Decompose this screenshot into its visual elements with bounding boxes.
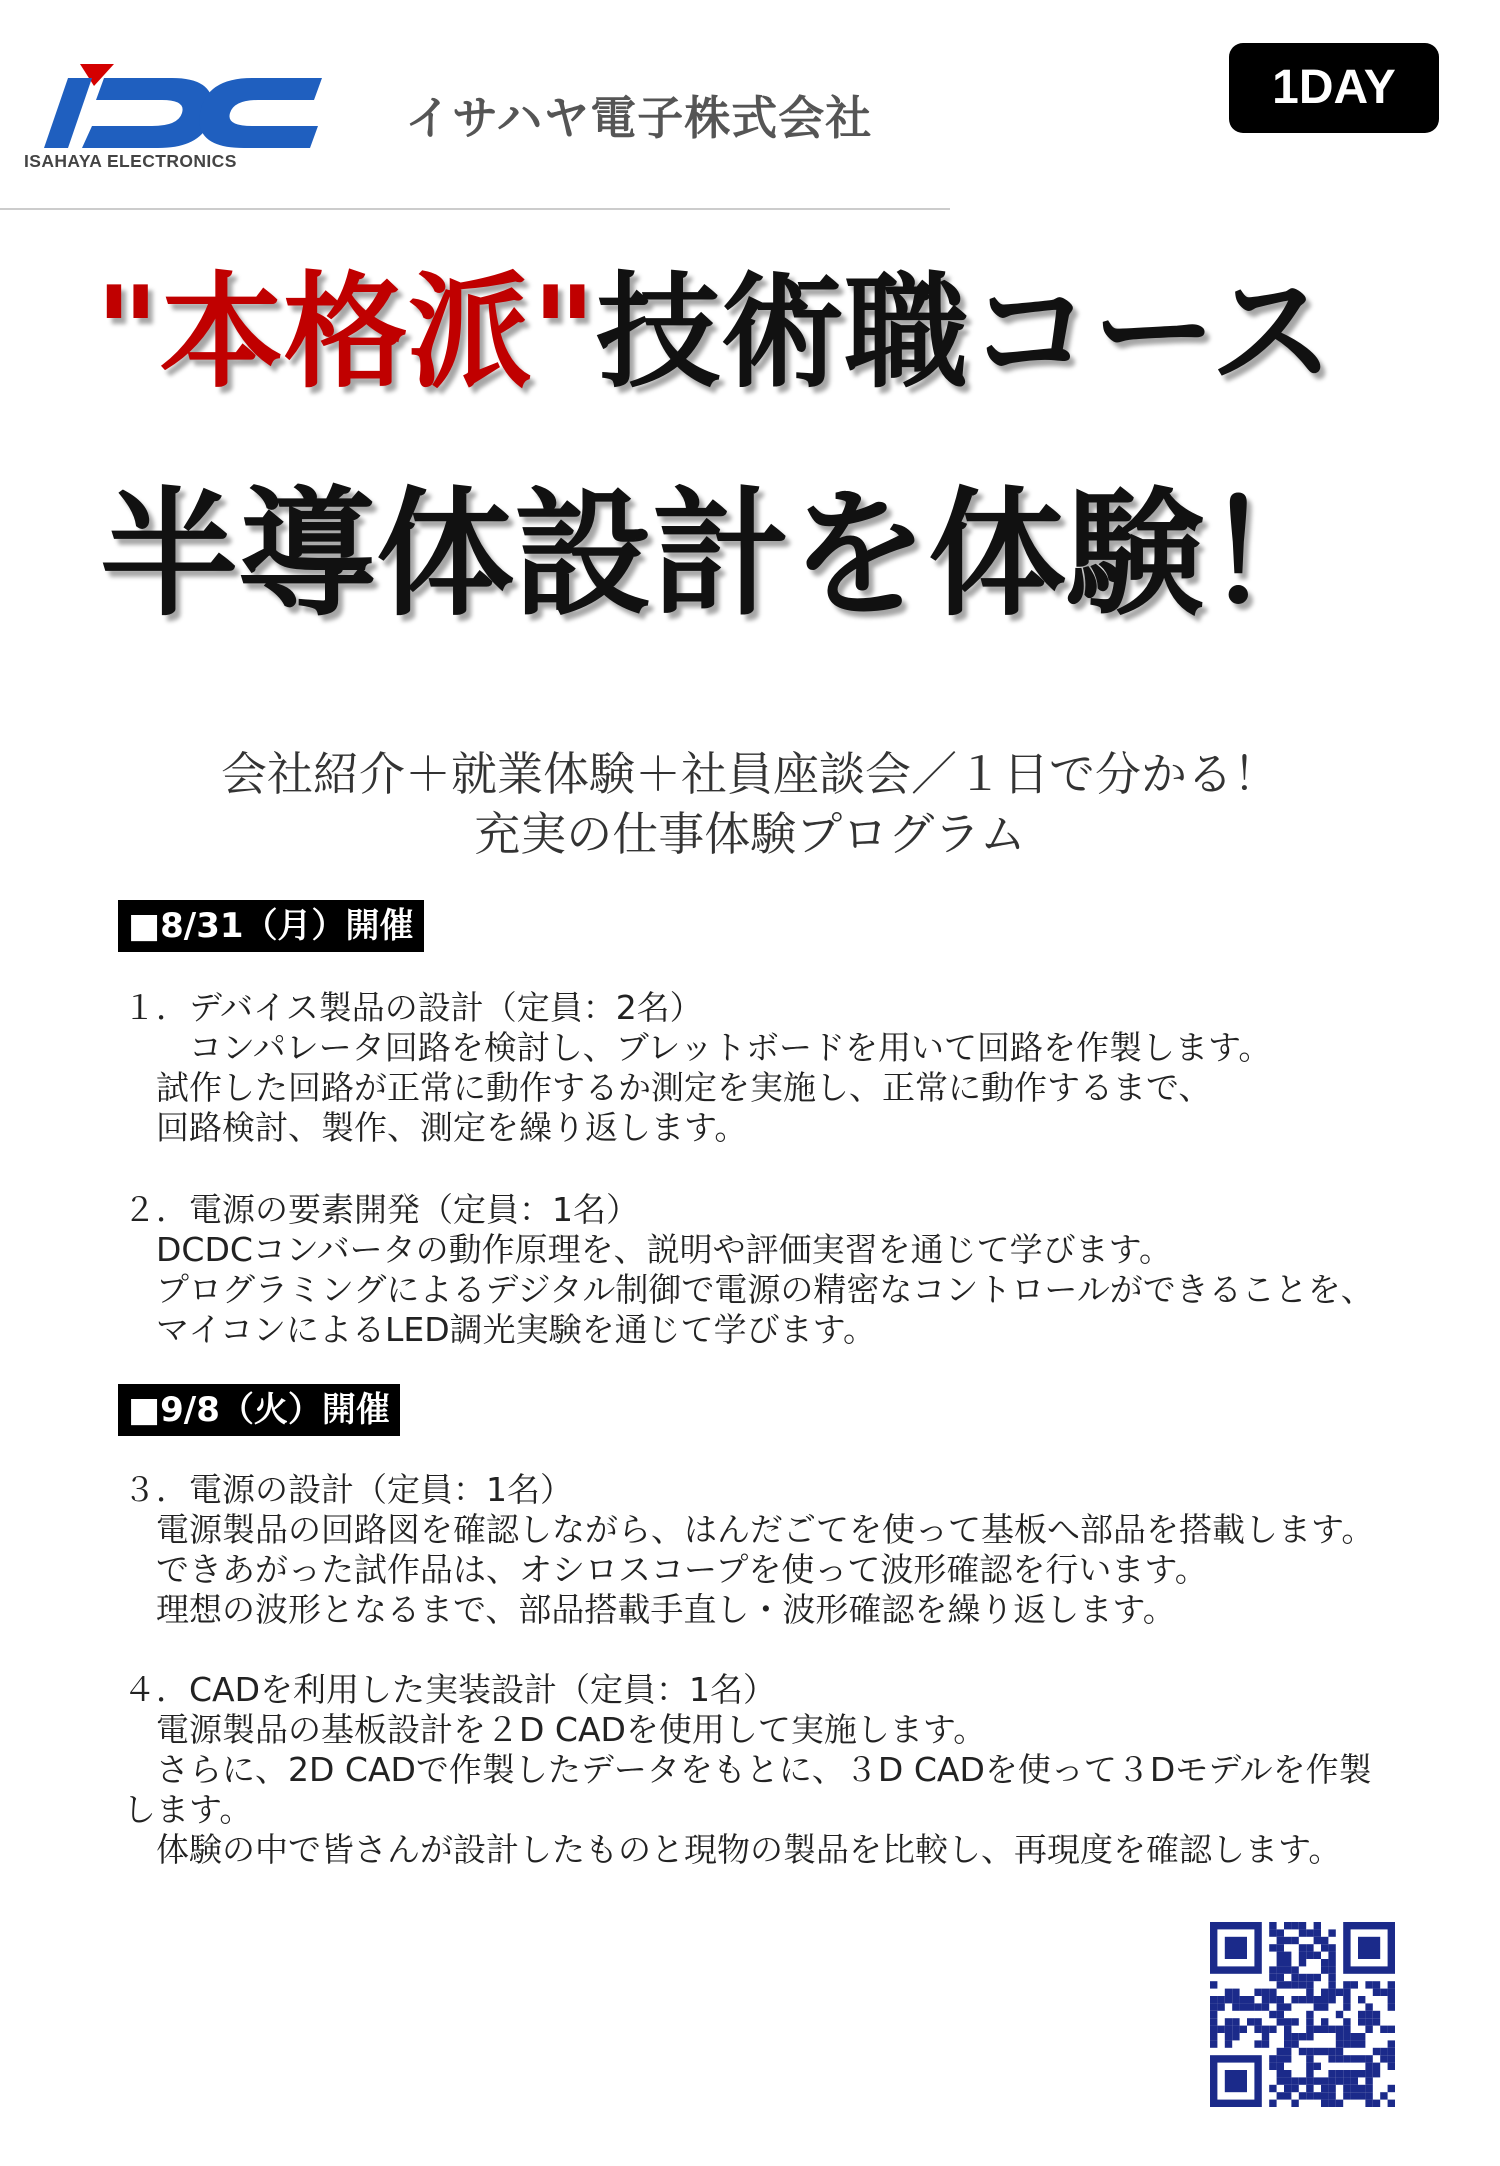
program-item-line: できあがった試作品は、オシロスコープを使って波形確認を行います。 xyxy=(123,1550,1208,1589)
program-item-title: １．デバイス製品の設計（定員：2名） xyxy=(123,988,703,1027)
logo-mark xyxy=(44,78,322,148)
main-headline: 半導体設計を体験！ xyxy=(100,474,1343,635)
1day-badge: 1DAY xyxy=(1229,43,1439,133)
program-item-line: します。 xyxy=(123,1790,253,1829)
program-item-title: ４．CADを利用した実装設計（定員：1名） xyxy=(123,1670,777,1709)
course-title xyxy=(95,258,1334,408)
program-item-line: 電源製品の回路図を確認しながら、はんだごてを使って基板へ部品を搭載します。 xyxy=(123,1510,1375,1549)
header-divider xyxy=(0,208,950,210)
program-item-line: プログラミングによるデジタル制御で電源の精密なコントロールができることを、 xyxy=(123,1270,1374,1309)
course-title-accent: "本格派" xyxy=(95,261,597,405)
program-item-line: 回路検討、製作、測定を繰り返します。 xyxy=(123,1108,748,1147)
qr-code[interactable] xyxy=(1210,1922,1395,2107)
program-item-line: 電源製品の基板設計を２D CADを使用して実施します。 xyxy=(123,1710,987,1749)
program-item-line: 試作した回路が正常に動作するか測定を実施し、正常に動作するまで、 xyxy=(123,1068,1212,1107)
program-item-line: DCDCコンバータの動作原理を、説明や評価実習を通じて学びます。 xyxy=(123,1230,1172,1269)
subtitle-line-2: 充実の仕事体験プログラム xyxy=(474,807,1026,861)
course-title-rest: 技術職コース xyxy=(596,261,1335,405)
company-name: イサハヤ電子株式会社 xyxy=(405,91,873,145)
program-item-line: マイコンによるLED調光実験を通じて学びます。 xyxy=(123,1310,877,1349)
session-date-label: ■9/8（火）開催 xyxy=(118,1384,400,1436)
program-item-line: 体験の中で皆さんが設計したものと現物の製品を比較し、再現度を確認します。 xyxy=(123,1830,1342,1869)
logo-wordmark: ISAHAYA ELECTRONICS xyxy=(24,151,237,170)
program-item-title: ３．電源の設計（定員：1名） xyxy=(123,1470,573,1509)
session-date-label: ■8/31（月）開催 xyxy=(118,900,424,952)
isahaya-logo xyxy=(22,60,342,170)
program-item-line: コンパレータ回路を検討し、ブレットボードを用いて回路を作製します。 xyxy=(123,1028,1272,1067)
program-item-title: ２．電源の要素開発（定員：1名） xyxy=(123,1190,639,1229)
program-item-line: さらに、2D CADで作製したデータをもとに、３D CADを使って３Dモデルを作製 xyxy=(123,1750,1372,1789)
program-item-line: 理想の波形となるまで、部品搭載手直し・波形確認を繰り返します。 xyxy=(123,1590,1176,1629)
subtitle-line-1: 会社紹介＋就業体験＋社員座談会／１日で分かる！ xyxy=(221,747,1279,801)
